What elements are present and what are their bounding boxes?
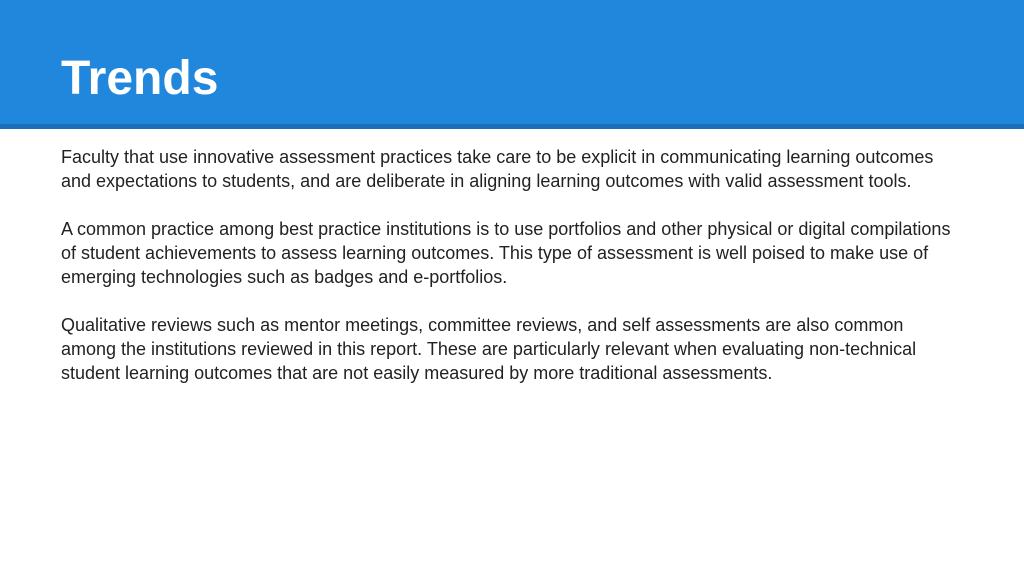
title-banner <box>0 0 1024 124</box>
title-banner-divider <box>0 124 1024 129</box>
slide-title: Trends <box>61 52 219 105</box>
paragraph-qualitative-reviews: Qualitative reviews such as mentor meetings, committee reviews, and self assessments are also common among the institutions reviewed in this report. These are particularly relevant when evaluating non-technical student learning outcomes that are not easily measured by more traditional assessments. <box>61 315 917 383</box>
slide-body <box>61 145 961 409</box>
paragraph-explicit-outcomes: Faculty that use innovative assessment practices take care to be explicit in communicating learning outcomes and expectations to students, and are deliberate in aligning learning outcomes with valid assessment tools. <box>61 147 934 191</box>
paragraph-portfolios: A common practice among best practice institutions is to use portfolios and other physical or digital compilations of student achievements to assess learning outcomes. This type of assessment is well poised to make use of emerging technologies such as badges and e-portfolios. <box>61 219 951 287</box>
